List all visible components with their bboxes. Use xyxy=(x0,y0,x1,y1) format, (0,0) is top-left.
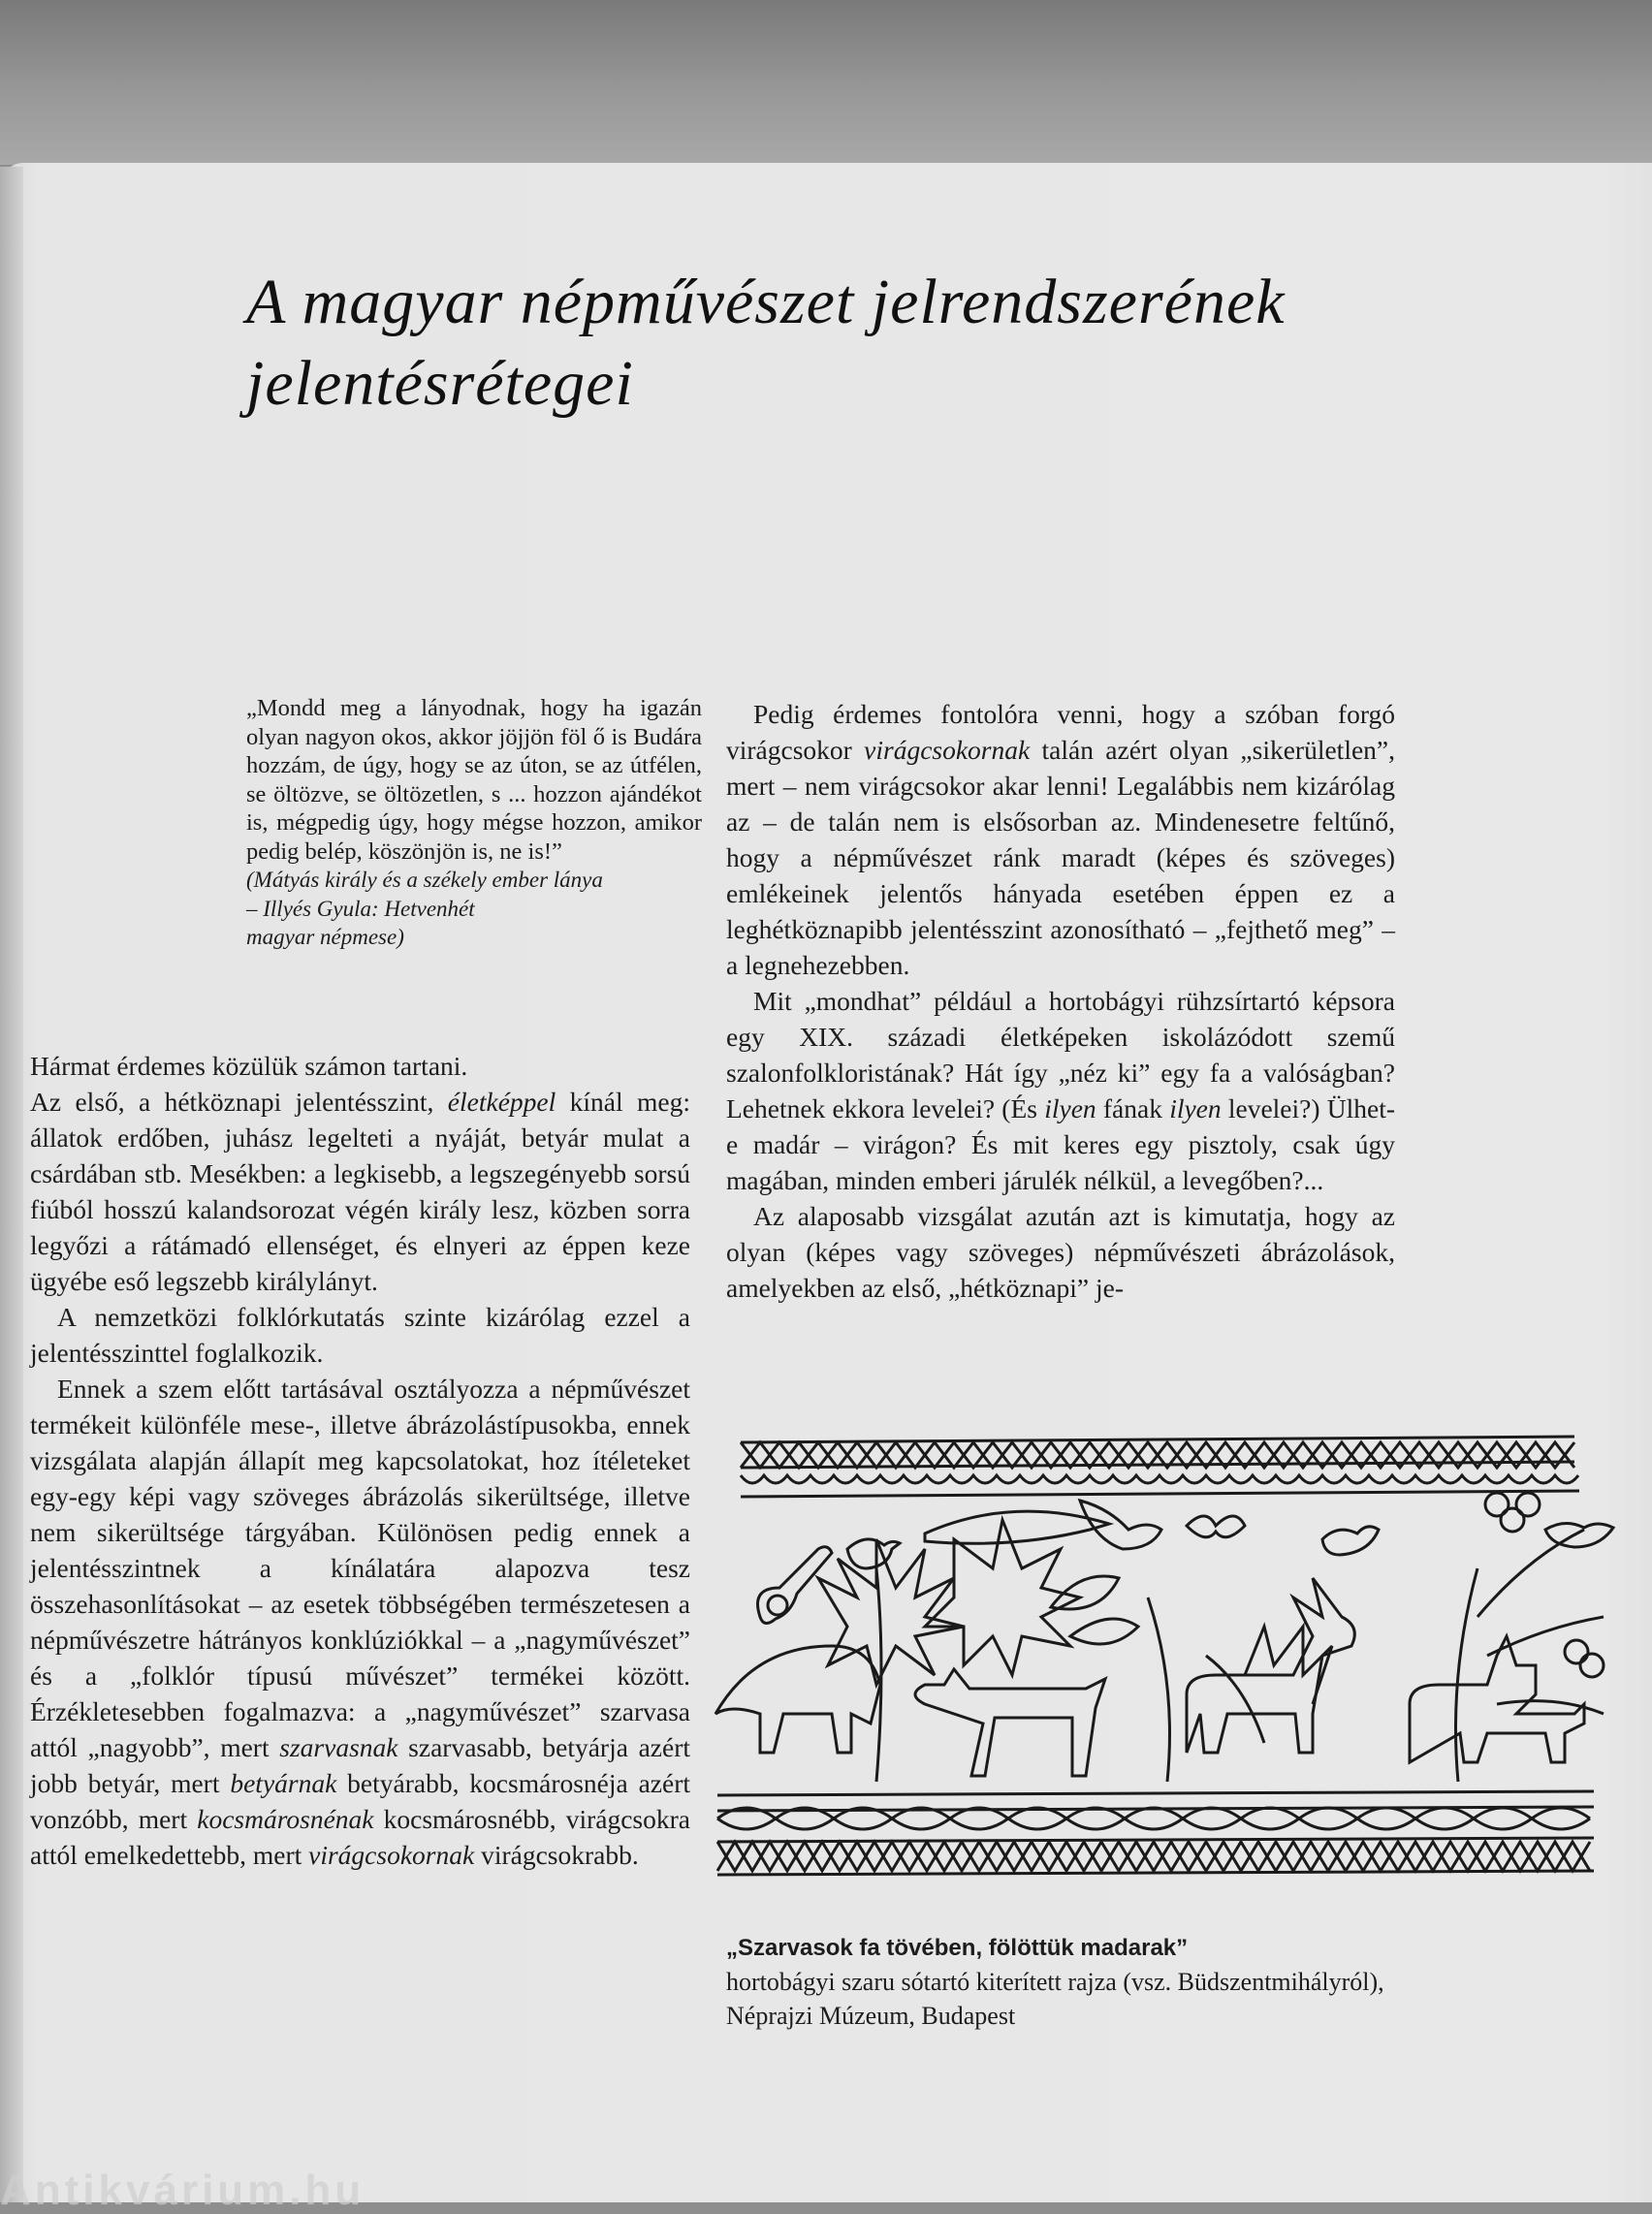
epigraph-source-3: magyar népmese) xyxy=(246,925,404,949)
left-text-column xyxy=(30,1048,690,1873)
epigraph xyxy=(246,694,702,952)
figure-caption xyxy=(726,1931,1599,2033)
text-run: betyárabb, kocsmárosnéja azért vonzóbb, mert xyxy=(30,1768,690,1834)
emphasis: ilyen xyxy=(1169,1093,1222,1123)
emphasis: ilyen xyxy=(1044,1093,1096,1123)
text-run: virágcsokrabb. xyxy=(474,1840,639,1870)
emphasis: virágcsokornak xyxy=(308,1840,475,1870)
text-run: Az első, a hétköznapi jelentésszint, xyxy=(30,1087,448,1117)
chapter-title-line-1: A magyar népművészet jelrendszerének xyxy=(246,267,1286,337)
bird-motifs xyxy=(847,1501,1613,1568)
paragraph: Az alaposabb vizsgálat azután azt is kimutatja, hogy az olyan (képes vagy szöveges) népművészeti ábrázolások, amelyekben az első, „hétköznapi” je- xyxy=(726,1201,1395,1303)
epigraph-source-2: – Illyés Gyula: Hetvenhét xyxy=(246,896,475,921)
right-text-column xyxy=(726,696,1395,1306)
page-edge xyxy=(0,167,23,2202)
background-surface xyxy=(0,0,1652,165)
bottom-border-band xyxy=(717,1791,1594,1875)
text-run: szarvasabb, betyárja azért jobb betyár, mert xyxy=(30,1732,691,1798)
text-run: Ennek a szem előtt tartásával osztályozza a népművészet termékeit különféle mese-, illetve ábrázolástípusokba, ennek vizsgálata alapján állapít meg kapcsolatokat, hoz ítéleteket egy-egy képi vagy szöveges ábrázolás sikerültsége, illetve nem sikerültsége tárgyában. Különösen pedig ennek a jelentésszintnek a kínálatára alapozva tesz összehasonlításokat – az esetek többségében természetesen a népművészetre hátrányos konklúziókkal – a „nagyművészet” és a „folklór típusú művészet” termékei között. Érzékletesebben fogalmazva: a „nagyművészet” szarvasa attól „nagyobb”, mert xyxy=(30,1374,690,1762)
emphasis: kocsmárosnénak xyxy=(197,1804,374,1834)
text-run: fának xyxy=(1096,1093,1170,1123)
epigraph-quote: „Mondd meg a lányodnak, hogy ha igazán olyan nagyon okos, akkor jöjjön föl ő is Budára hozzám, de úgy, hogy se az úton, se az útfélen, se öltözve, se öltözetlen, s ... hozzon ajándékot is, mégpedig úgy, hogy mégse hozzon, amikor pedig belép, köszönjön is, ne is!” xyxy=(246,695,702,865)
text-run: kínál meg: állatok erdőben, juhász legelteti a nyáját, betyár mulat a csárdában stb. Mesékben: a legkisebb, a legszegényebb sorsú fiúból hosszú kalandsorozat végén király lesz, közben sorra legyőzi a rátámadó ellenséget, és elnyeri az éppen keze ügyébe eső legszebb királylányt. xyxy=(30,1087,690,1296)
paragraph xyxy=(30,1371,690,1873)
paragraph xyxy=(726,983,1395,1198)
paragraph xyxy=(30,1084,690,1299)
text-run: Mit „mondhat” például a hortobágyi rühzsírtartó képsora egy XIX. századi életképeken iskolázódott szemű szalonfolkloristának? Hát így „néz ki” egy fa a valóságban? Lehetnek ekkora levelei? (És xyxy=(726,986,1395,1123)
emphasis: életképpel xyxy=(447,1087,556,1117)
emphasis: szarvasnak xyxy=(279,1732,398,1762)
figure-caption-line-2: Néprajzi Múzeum, Budapest xyxy=(726,2002,1016,2030)
folk-art-illustration xyxy=(702,1433,1637,1888)
text-run: talán azért olyan „sikerületlen”, mert – nem virágcsokor akar lenni! Legalábbis nem kizárólag az – de talán nem is elsősorban az. Mindenesetre feltűnő, hogy a népművészet ránk maradt (képes és szöveges) emlékeinek jelentős hányada esetében éppen ez a leghétköznapibb jelentésszint azonosítható – „fejthető meg” – a legnehezebben. xyxy=(726,735,1395,980)
watermark: Antikvárium.hu xyxy=(0,2167,365,2214)
text-run: kocsmárosnébb, virágcsokra attól emelkedettebb, mert xyxy=(30,1804,690,1870)
emphasis: betyárnak xyxy=(230,1768,337,1798)
paragraph xyxy=(726,696,1395,983)
pistol-motif xyxy=(758,1547,833,1624)
text-run: levelei?) Ülhet-e madár – virágon? És mit keres egy pisztoly, csak úgy magában, minden emberi járulék nélkül, a levegőben?... xyxy=(726,1093,1396,1195)
paragraph: A nemzetközi folklórkutatás szinte kizárólag ezzel a jelentésszinttel foglalkozik. xyxy=(30,1302,690,1368)
figure-caption-title: „Szarvasok fa tövében, fölöttük madarak” xyxy=(726,1935,1189,1961)
figure-caption-line-1: hortobágyi szaru sótartó kiterített rajza (vsz. Büdszentmihályról), xyxy=(726,1968,1384,1996)
paragraph: Hármat érdemes közülük számon tartani. xyxy=(30,1051,468,1081)
chapter-title xyxy=(246,262,1410,425)
text-run: Pedig érdemes fontolóra venni, hogy a szóban forgó virágcsokor xyxy=(726,699,1395,765)
epigraph-source-1: (Mátyás király és a székely ember lánya xyxy=(246,868,603,892)
top-border-band xyxy=(741,1437,1579,1497)
chapter-title-line-2: jelentésrétegei xyxy=(246,348,634,419)
emphasis: virágcsokornak xyxy=(864,735,1031,765)
